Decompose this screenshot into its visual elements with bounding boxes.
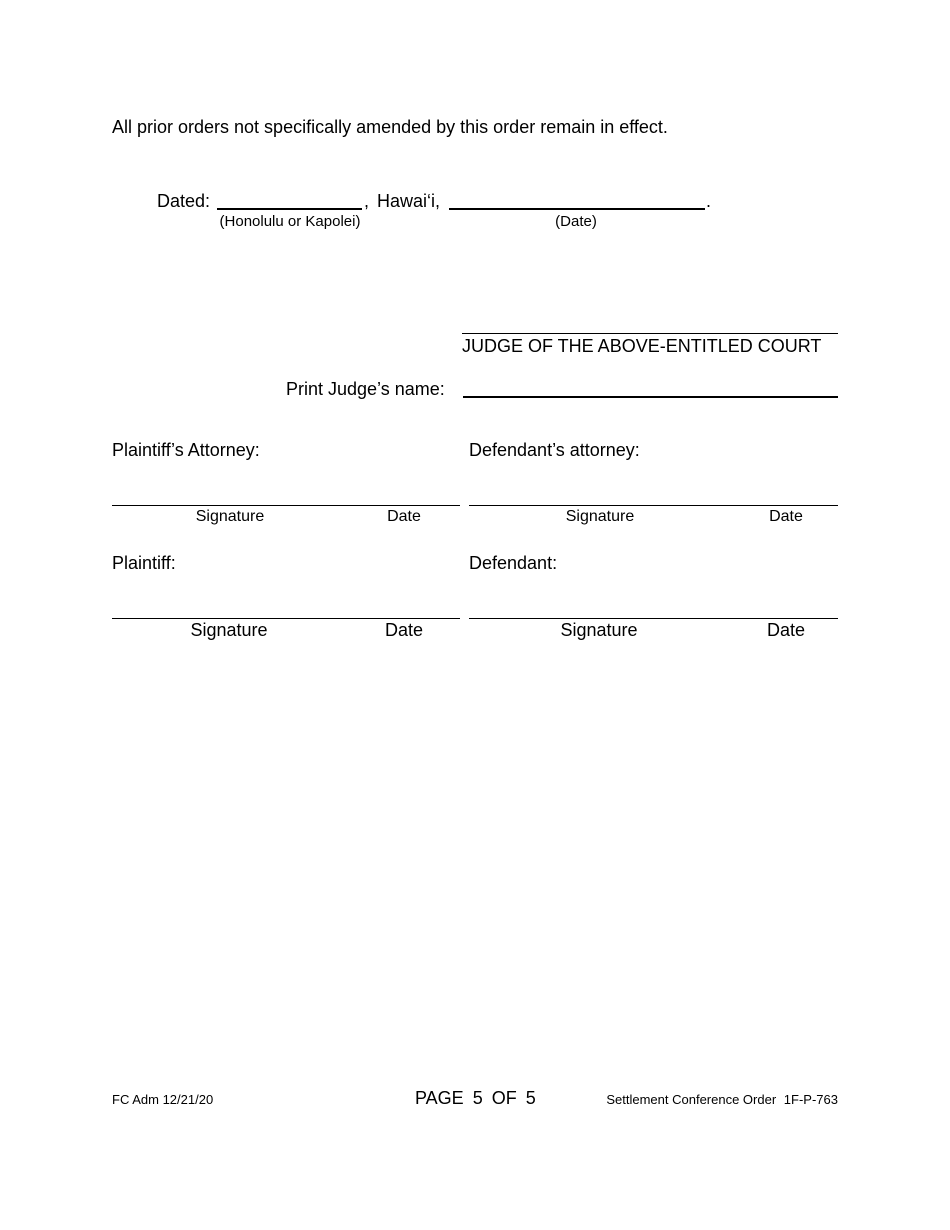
- form-admin-code: FC Adm 12/21/20: [112, 1092, 214, 1107]
- date-caption: Date: [387, 508, 421, 525]
- dated-label: Dated:: [157, 191, 211, 211]
- defendant-attorney-signature-line[interactable]: [469, 505, 838, 506]
- signature-caption: Signature: [560, 620, 638, 640]
- location-hint: (Honolulu or Kapolei): [219, 213, 361, 230]
- form-title: Settlement Conference Order: [606, 1092, 777, 1107]
- defendant-label: Defendant:: [469, 553, 558, 573]
- date-caption: Date: [766, 620, 806, 640]
- plaintiff-label: Plaintiff:: [112, 553, 176, 573]
- dated-comma: ,: [364, 191, 370, 211]
- signature-caption: Signature: [195, 508, 265, 525]
- signature-caption: Signature: [565, 508, 635, 525]
- page-current: 5: [472, 1088, 483, 1108]
- plaintiff-attorney-signature-line[interactable]: [112, 505, 460, 506]
- page-word: PAGE: [415, 1088, 464, 1108]
- print-judge-name-label: Print Judge’s name:: [286, 379, 445, 399]
- signature-caption: Signature: [190, 620, 268, 640]
- judge-title: JUDGE OF THE ABOVE-ENTITLED COURT: [462, 336, 822, 356]
- judge-signature-line[interactable]: [462, 333, 838, 334]
- plaintiff-attorney-label: Plaintiff’s Attorney:: [112, 440, 260, 460]
- prior-orders-text: All prior orders not specifically amended by this order remain in effect.: [112, 117, 668, 137]
- form-identifier: [606, 1092, 838, 1107]
- location-blank[interactable]: [217, 208, 362, 210]
- page-total: 5: [525, 1088, 536, 1108]
- judge-name-blank[interactable]: [463, 396, 838, 398]
- date-hint: (Date): [555, 213, 597, 230]
- page-indicator: [415, 1088, 536, 1109]
- state-label: Hawai‘i,: [377, 191, 441, 211]
- date-caption: Date: [384, 620, 424, 640]
- dated-period: .: [706, 191, 712, 211]
- form-code: 1F-P-763: [783, 1092, 838, 1107]
- date-blank[interactable]: [449, 208, 705, 210]
- defendant-signature-line[interactable]: [469, 618, 838, 619]
- plaintiff-signature-line[interactable]: [112, 618, 460, 619]
- defendant-attorney-label: Defendant’s attorney:: [469, 440, 640, 460]
- date-caption: Date: [769, 508, 803, 525]
- of-word: OF: [491, 1088, 517, 1108]
